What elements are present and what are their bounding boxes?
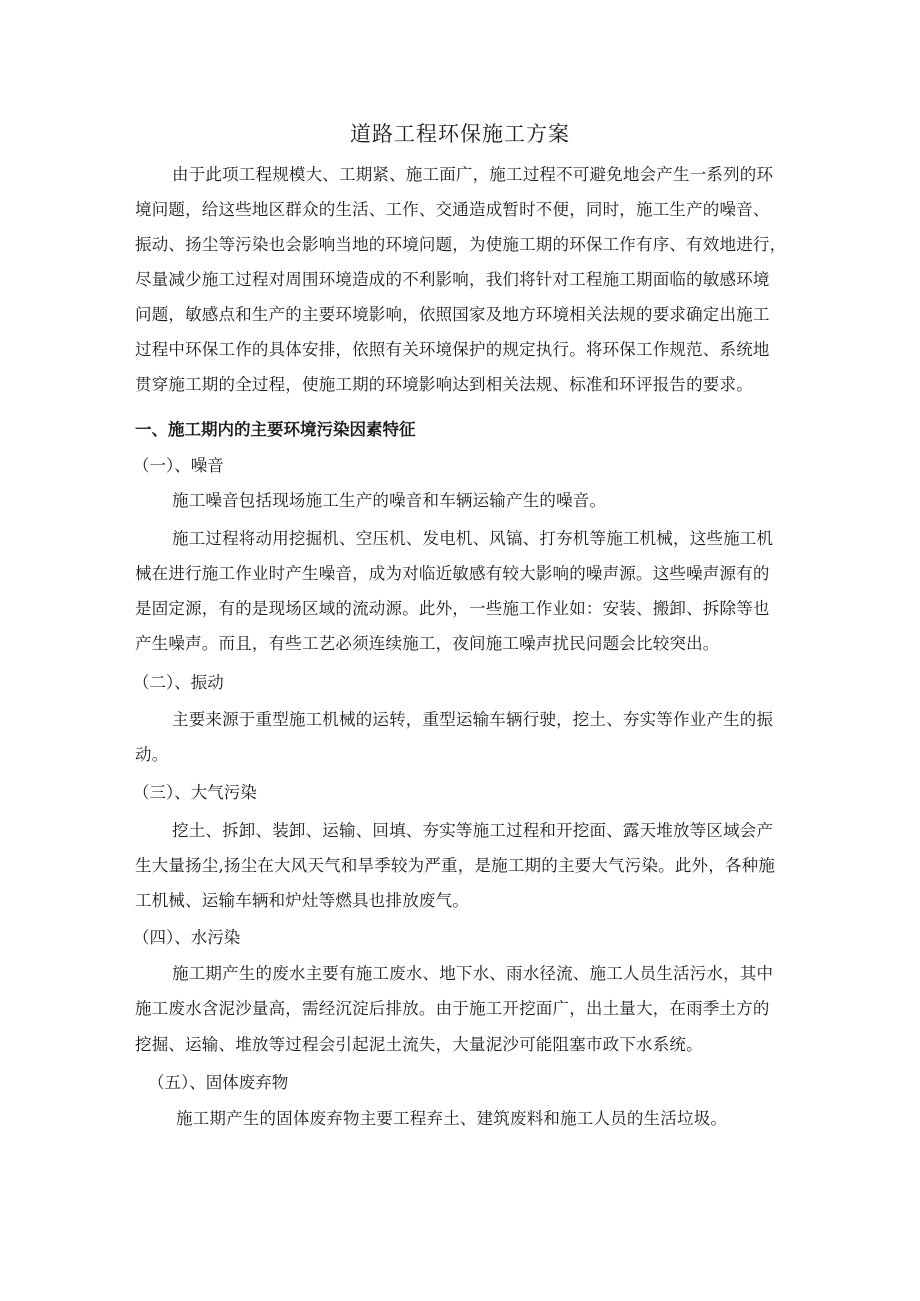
intro-line: 贯穿施工期的全过程，使施工期的环境影响达到相关法规、标准和环评报告的要求。 [135, 375, 753, 394]
subsection-heading-air: （三）、大气污染 [133, 783, 257, 802]
intro-line: 过程中环保工作的具体安排，依照有关环境保护的规定执行。将环保工作规范、系统地 [135, 340, 770, 359]
air-line: 挖土、拆卸、装卸、运输、回填、夯实等施工过程和开挖面、露天堆放等区域会产 [172, 821, 774, 840]
vibration-line: 主要来源于重型施工机械的运转，重型运输车辆行驶，挖土、夯实等作业产生的振 [172, 710, 774, 729]
subsection-heading-water: （四）、水污染 [133, 928, 241, 947]
air-line: 工机械、运输车辆和炉灶等燃具也排放废气。 [135, 891, 469, 910]
intro-line: 问题，敏感点和生产的主要环境影响，依照国家及地方环境相关法规的要求确定出施工 [135, 305, 770, 324]
noise-line: 械在进行施工作业时产生噪音，成为对临近敏感有较大影响的噪声源。这些噪声源有的 [135, 564, 770, 583]
intro-line: 振动、扬尘等污染也会影响当地的环境问题，为使施工期的环保工作有序、有效地进行， [135, 235, 787, 254]
intro-line: 尽量减少施工过程对周围环境造成的不利影响，我们将针对工程施工期面临的敏感环境 [135, 270, 770, 289]
water-line: 挖掘、运输、堆放等过程会引起泥土流失，大量泥沙可能阻塞市政下水系统。 [135, 1035, 703, 1054]
solid-line: 施工期产生的固体废弃物主要工程弃土、建筑废料和施工人员的生活垃圾。 [176, 1109, 728, 1128]
document-title: 道路工程环保施工方案 [350, 122, 570, 146]
noise-line: 施工噪音包括现场施工生产的噪音和车辆运输产生的噪音。 [172, 491, 607, 510]
intro-line: 由于此项工程规模大、工期紧、施工面广，施工过程不可避免地会产生一系列的环 [172, 165, 774, 184]
subsection-heading-noise: （一）、噪音 [133, 456, 224, 475]
water-line: 施工废水含泥沙量高，需经沉淀后排放。由于施工开挖面广，出土量大，在雨季土方的 [135, 999, 770, 1018]
noise-line: 施工过程将动用挖掘机、空压机、发电机、风镐、打夯机等施工机械，这些施工机 [172, 529, 774, 548]
vibration-line: 动。 [135, 745, 169, 764]
intro-line: 境问题，给这些地区群众的生活、工作、交通造成暂时不便，同时，施工生产的噪音、 [135, 200, 770, 219]
subsection-heading-vibration: （二）、振动 [133, 673, 224, 692]
air-line: 生大量扬尘,扬尘在大风天气和旱季较为严重，是施工期的主要大气污染。此外，各种施 [135, 856, 776, 875]
section-heading: 一、施工期内的主要环境污染因素特征 [135, 420, 416, 439]
noise-line: 产生噪声。而且，有些工艺必须连续施工，夜间施工噪声扰民问题会比较突出。 [135, 634, 720, 653]
subsection-heading-solid: （五）、固体废弃物 [148, 1073, 289, 1092]
noise-line: 是固定源，有的是现场区域的流动源。此外，一些施工作业如：安装、搬卸、拆除等也 [135, 599, 770, 618]
water-line: 施工期产生的废水主要有施工废水、地下水、雨水径流、施工人员生活污水，其中 [172, 964, 774, 983]
